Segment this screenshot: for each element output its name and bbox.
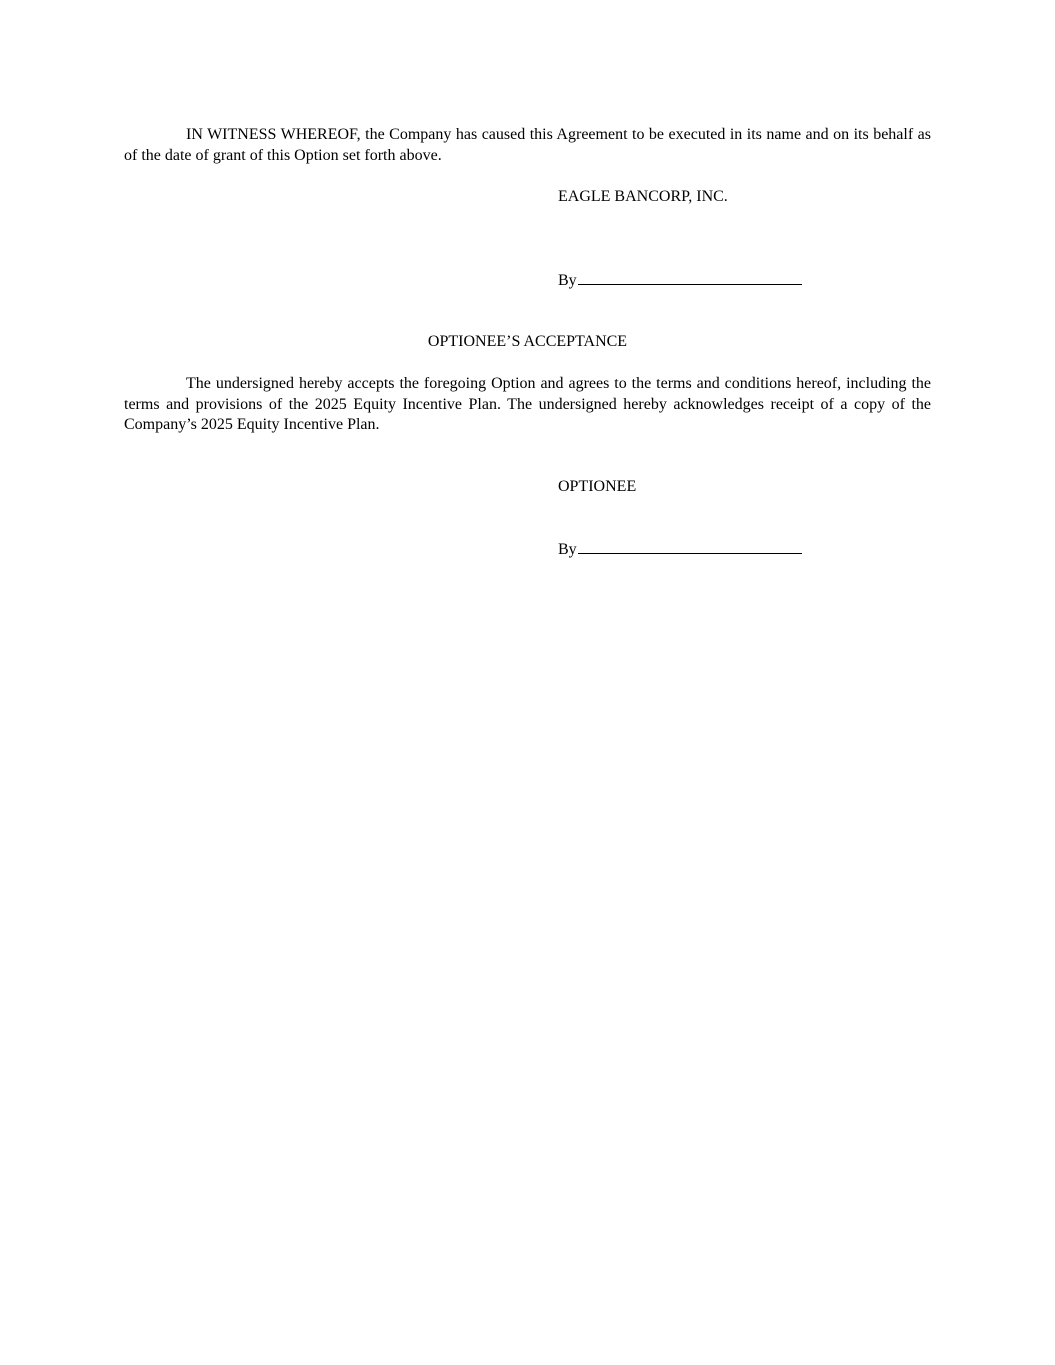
witness-paragraph-text: IN WITNESS WHEREOF, the Company has caused this Agreement to be executed in its name and on its behalf as of the date of grant of this Option set forth above. [124,126,931,164]
optionee-by-label: By [558,541,577,558]
company-signature-line [578,270,802,285]
acceptance-paragraph-text: The undersigned hereby accepts the foregoing Option and agrees to the terms and conditions hereof, including the terms and provisions of the 2025 Equity Incentive Plan. The undersigned hereby acknowledges receipt of a copy of the Company’s 2025 Equity Incentive Plan. [124,375,931,433]
optionee-label: OPTIONEE [558,478,637,495]
optionee-signature-block [558,539,802,560]
company-signature-block [558,270,802,291]
acceptance-heading: OPTIONEE’S ACCEPTANCE [427,333,628,350]
optionee-signature-line [578,539,802,554]
acceptance-paragraph [124,374,931,436]
witness-paragraph [124,125,931,166]
company-name: EAGLE BANCORP, INC. [558,188,728,205]
company-by-label: By [558,272,577,289]
